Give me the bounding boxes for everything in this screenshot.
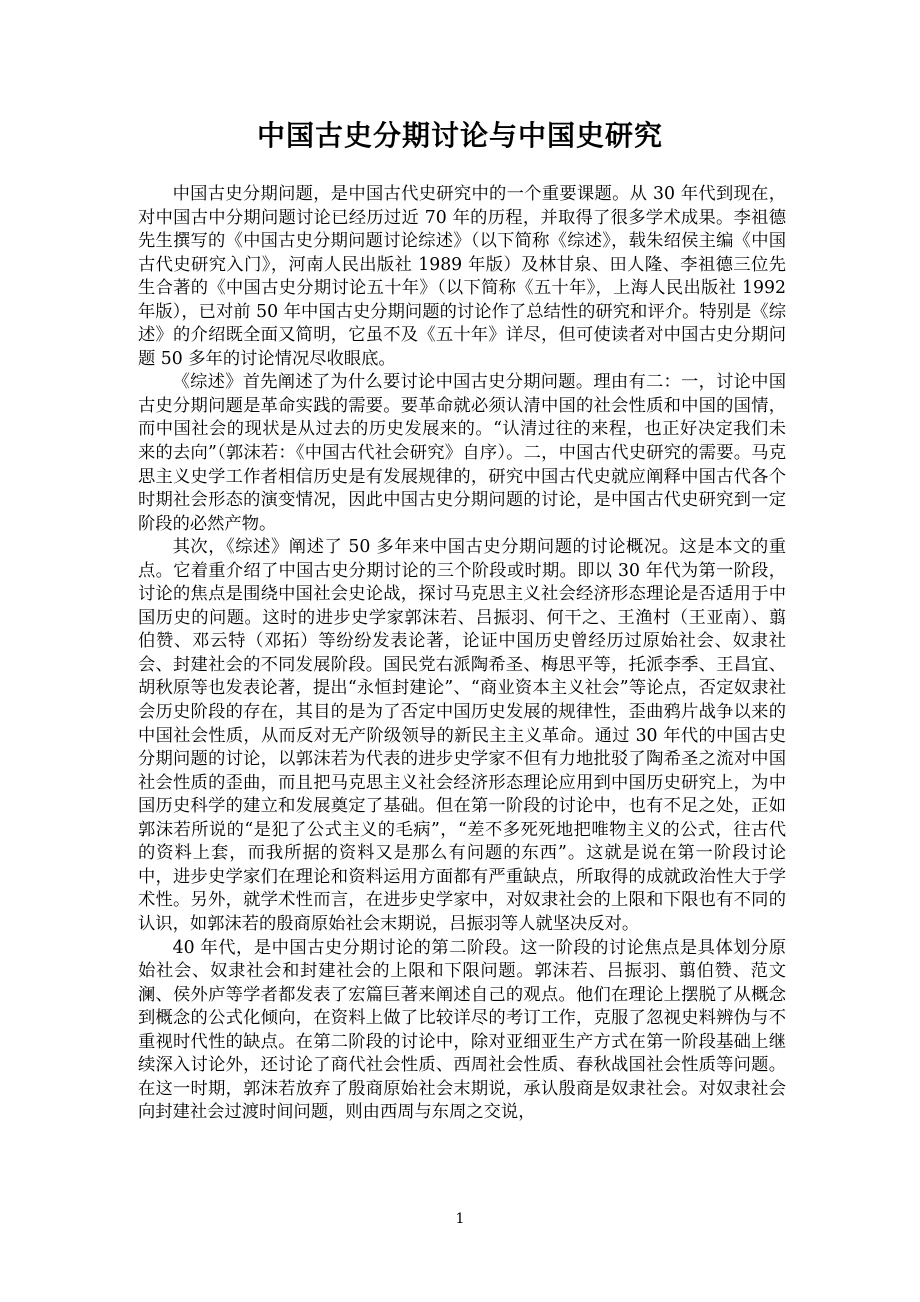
document-title: 中国古史分期讨论与中国史研究 (256, 119, 663, 152)
page-number: 1 (455, 1211, 465, 1227)
document-body (138, 183, 786, 1125)
paragraph-1: 中国古史分期问题，是中国古代史研究中的一个重要课题。从 30 年代到现在，对中国古中分期问题讨论已经历过近 70 年的历程，并取得了很多学术成果。李祖德先生撰写的《中国古史分期问题讨论综述》（以下简称《综述》，载朱绍侯主编《中国古代史研究入门》，河南人民出版社 1989 年版）及林甘泉、田人隆、李祖德三位先生合著的《中国古史分期讨论五十年》（以下简称《五十年》，上海人民出版社 1992 年版），已对前 50 年中国古史分期问题的讨论作了总结性的研究和评介。特别是《综述》的介绍既全面又简明，它虽不及《五十年》详尽，但可使读者对中国古史分期问题 50 多年的讨论情况尽收眼底。 (138, 184, 786, 369)
paragraph-3: 其次，《综述》阐述了 50 多年来中国古史分期问题的讨论概况。这是本文的重点。它着重介绍了中国古史分期讨论的三个阶段或时期。即以 30 年代为第一阶段，讨论的焦点是围绕中国社会史论战，探讨马克思主义社会经济形态理论是否适用于中国历史的问题。这时的进步史学家郭沫若、吕振羽、何干之、王渔村（王亚南）、翦伯赞、邓云特（邓拓）等纷纷发表论著，论证中国历史曾经历过原始社会、奴隶社会、封建社会的不同发展阶段。国民党右派陶希圣、梅思平等，托派李季、王昌宜、胡秋原等也发表论著，提出“永恒封建论”、“商业资本主义社会”等论点，否定奴隶社会历史阶段的存在，其目的是为了否定中国历史发展的规律性，歪曲鸦片战争以来的中国社会性质，从而反对无产阶级领导的新民主主义革命。通过 30 年代的中国古史分期问题的讨论，以郭沫若为代表的进步史学家不但有力地批驳了陶希圣之流对中国社会性质的歪曲，而且把马克思主义社会经济形态理论应用到中国历史研究上，为中国历史科学的建立和发展奠定了基础。但在第一阶段的讨论中，也有不足之处，正如郭沫若所说的“是犯了公式主义的毛病”，“差不多死死地把唯物主义的公式，往古代的资料上套，而我所据的资料又是那么有问题的东西”。这就是说在第一阶段讨论中，进步史学家们在理论和资料运用方面都有严重缺点，所取得的成就政治性大于学术性。另外，就学术性而言，在进步史学家中，对奴隶社会的上限和下限也有不同的认识，如郭沫若的殷商原始社会末期说，吕振羽等人就坚决反对。 (138, 537, 786, 934)
paragraph-4: 40 年代，是中国古史分期讨论的第二阶段。这一阶段的讨论焦点是具体划分原始社会、奴隶社会和封建社会的上限和下限问题。郭沫若、吕振羽、翦伯赞、范文澜、侯外庐等学者都发表了宏篇巨著来阐述自己的观点。他们在理论上摆脱了从概念到概念的公式化倾向，在资料上做了比较详尽的考订工作，克服了忽视史料辨伪与不重视时代性的缺点。在第二阶段的讨论中，除对亚细亚生产方式在第一阶段基础上继续深入讨论外，还讨论了商代社会性质、西周社会性质、春秋战国社会性质等问题。在这一时期，郭沫若放弃了殷商原始社会末期说，承认殷商是奴隶社会。对奴隶社会向封建社会过渡时间问题，则由西周与东周之交说， (138, 937, 786, 1123)
paragraph-2: 《综述》首先阐述了为什么要讨论中国古史分期问题。理由有二：一，讨论中国古史分期问题是革命实践的需要。要革命就必须认清中国的社会性质和中国的国情，而中国社会的现状是从过去的历史发展来的。“认清过往的来程，也正好决定我们未来的去向”（郭沫若：《中国古代社会研究》自序）。二，中国古代史研究的需要。马克思主义史学工作者相信历史是有发展规律的，研究中国古代史就应阐释中国古代各个时期社会形态的演变情况，因此中国古史分期问题的讨论，是中国古代史研究到一定阶段的必然产物。 (138, 372, 786, 534)
